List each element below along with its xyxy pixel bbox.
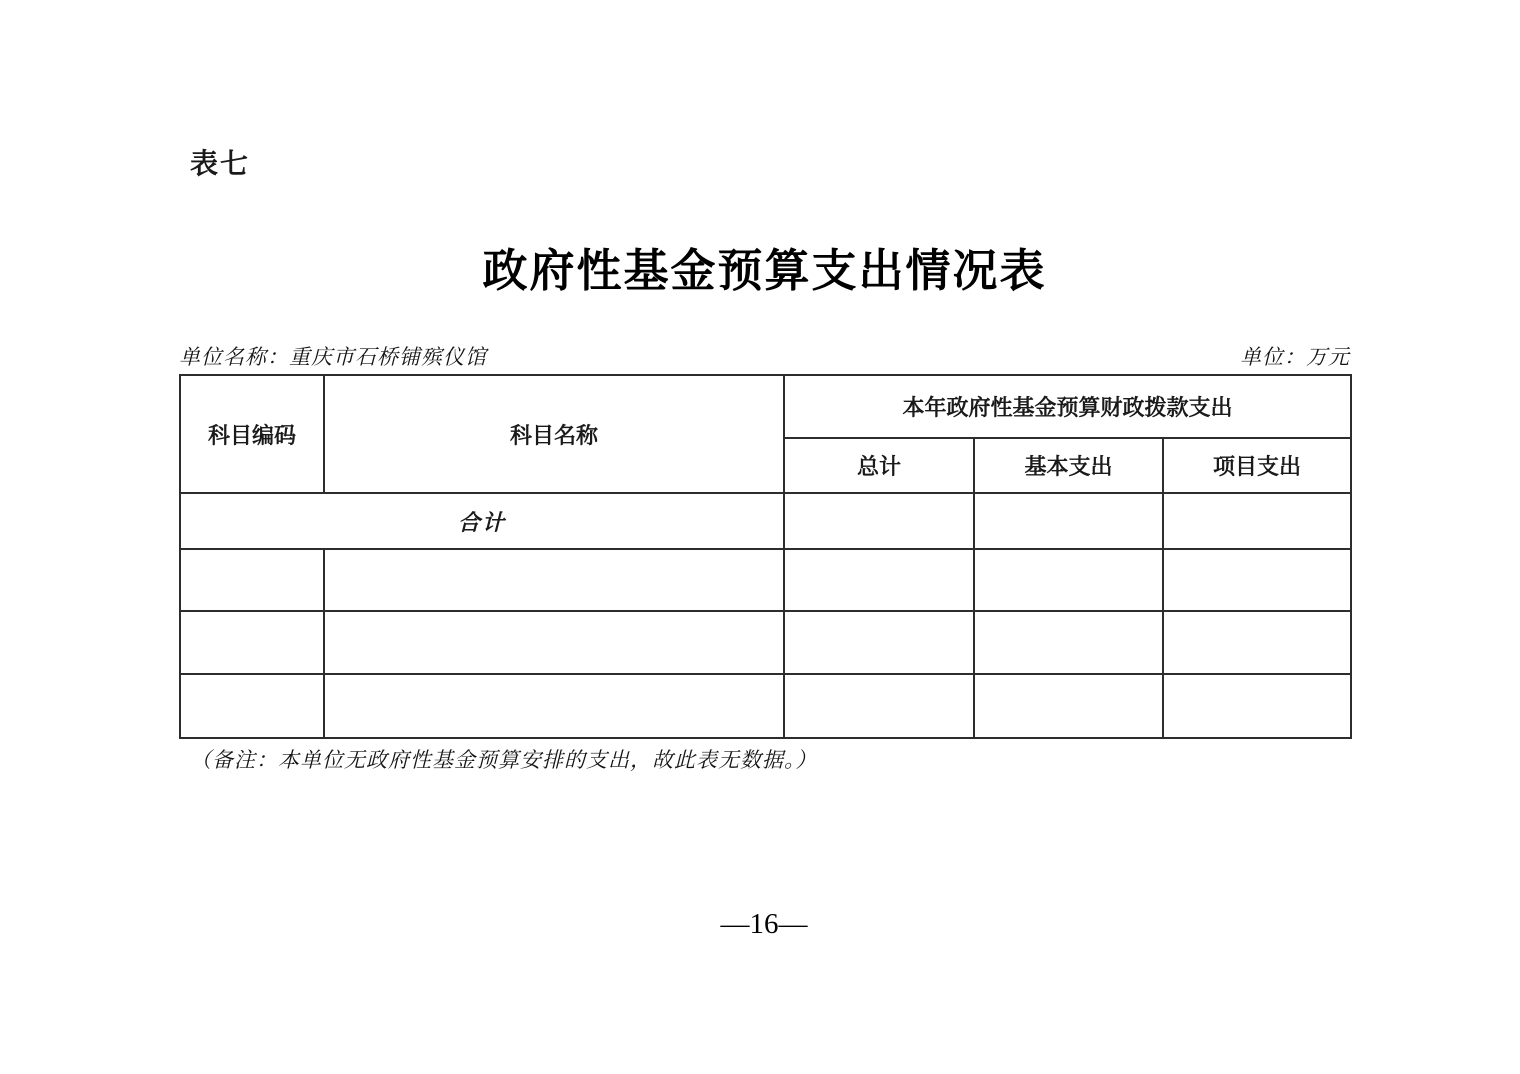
unit-scale-label: 单位：万元 bbox=[1240, 345, 1350, 369]
cell-basic bbox=[974, 611, 1163, 674]
cell-subject-code bbox=[180, 611, 324, 674]
table-row bbox=[180, 549, 1351, 611]
cell-project bbox=[1163, 549, 1351, 611]
cell-subject-code bbox=[180, 549, 324, 611]
table-row-total bbox=[180, 493, 1351, 549]
cell-basic bbox=[974, 674, 1163, 738]
cell-total bbox=[784, 549, 974, 611]
header-subject-name: 科目名称 bbox=[324, 375, 784, 493]
cell-project bbox=[1163, 674, 1351, 738]
cell-total bbox=[784, 611, 974, 674]
unit-name-label: 单位名称：重庆市石桥铺殡仪馆 bbox=[179, 345, 487, 369]
table-row bbox=[180, 674, 1351, 738]
total-row-label: 合计 bbox=[180, 493, 784, 549]
page-number: —16— bbox=[720, 908, 808, 940]
table-footnote: （备注：本单位无政府性基金预算安排的支出，故此表无数据。） bbox=[190, 748, 818, 772]
header-project-expenditure: 项目支出 bbox=[1163, 438, 1351, 493]
table-number-label: 表七 bbox=[190, 148, 251, 179]
cell-basic bbox=[974, 549, 1163, 611]
header-total: 总计 bbox=[784, 438, 974, 493]
cell-subject-name bbox=[324, 611, 784, 674]
cell-subject-code bbox=[180, 674, 324, 738]
header-subject-code: 科目编码 bbox=[180, 375, 324, 493]
total-row-project-value bbox=[1163, 493, 1351, 549]
table-row bbox=[180, 611, 1351, 674]
page-title: 政府性基金预算支出情况表 bbox=[482, 246, 1047, 296]
total-row-total-value bbox=[784, 493, 974, 549]
total-row-basic-value bbox=[974, 493, 1163, 549]
table-meta-row bbox=[179, 341, 1350, 371]
cell-project bbox=[1163, 611, 1351, 674]
cell-subject-name bbox=[324, 674, 784, 738]
cell-subject-name bbox=[324, 549, 784, 611]
cell-total bbox=[784, 674, 974, 738]
header-basic-expenditure: 基本支出 bbox=[974, 438, 1163, 493]
header-row-group bbox=[180, 375, 1351, 438]
budget-expenditure-table bbox=[179, 374, 1352, 739]
header-group-fund-appropriation: 本年政府性基金预算财政拨款支出 bbox=[784, 375, 1351, 438]
